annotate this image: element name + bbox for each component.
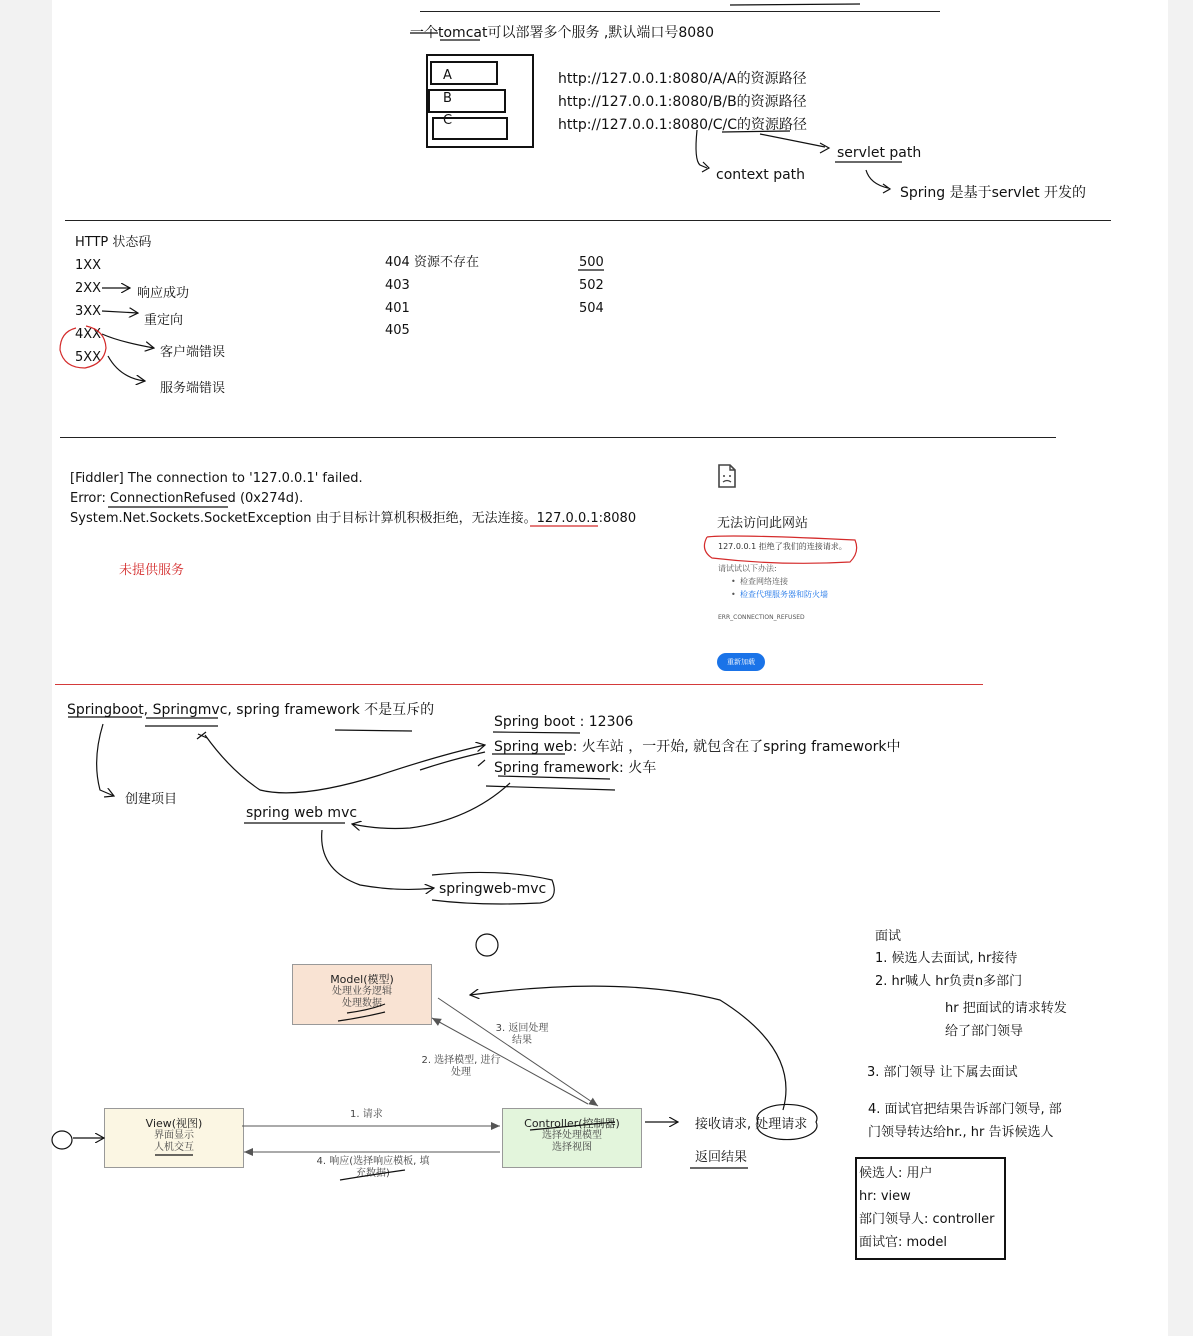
url-b: http://127.0.0.1:8080/B/B的资源路径: [558, 94, 807, 110]
app-label-c: C: [443, 113, 453, 128]
mapping-user: 候选人: 用户: [859, 1166, 933, 1181]
interview-item-2b: 给了部门领导: [945, 1024, 1024, 1039]
browser-bullet-1: •: [731, 577, 736, 586]
interview-item-3: 3. 部门领导 让下属去面试: [867, 1065, 1018, 1080]
mapping-controller: 部门领导人: controller: [859, 1212, 995, 1227]
reload-button[interactable]: 重新加载: [717, 653, 765, 671]
view-line-2: 人机交互: [154, 1142, 194, 1153]
create-project-label: 创建项目: [125, 792, 178, 807]
spring-web-label: Spring web: 火车站 ，一开始, 就包含在了spring framework中: [494, 739, 901, 755]
step-1-label: 1. 请求: [350, 1109, 383, 1120]
controller-line-1: 选择处理模型: [542, 1130, 602, 1141]
meaning-2xx: 响应成功: [137, 286, 190, 301]
servlet-path-label: servlet path: [837, 145, 922, 161]
code-405: 405: [385, 323, 410, 338]
interview-item-4b: 门领导转达给hr., hr 告诉候选人: [868, 1125, 1054, 1140]
status-4xx: 4XX: [75, 327, 102, 342]
springweb-mvc-label: springweb-mvc: [439, 881, 547, 897]
browser-error-code: ERR_CONNECTION_REFUSED: [718, 614, 805, 621]
step-2-label: 2. 选择模型, 进行处理: [421, 1055, 501, 1078]
spring-framework-label: Spring framework: 火车: [494, 760, 657, 776]
code-403: 403: [385, 278, 410, 293]
return-result-label: 返回结果: [695, 1150, 748, 1165]
step-4-label: 4. 响应(选择响应模板, 填充数据): [316, 1156, 430, 1179]
interview-item-2a: hr 把面试的请求转发: [945, 1001, 1067, 1016]
model-title: Model(模型): [330, 973, 394, 986]
controller-line-2: 选择视图: [552, 1142, 592, 1153]
status-5xx: 5XX: [75, 350, 102, 365]
meaning-4xx: 客户端错误: [160, 345, 226, 360]
spring-heading: Springboot, Springmvc, spring framework 不是互斥的: [67, 702, 435, 718]
url-a: http://127.0.0.1:8080/A/A的资源路径: [558, 71, 807, 87]
interview-item-4a: 4. 面试官把结果告诉部门领导, 部: [868, 1102, 1062, 1117]
receive-request-label: 接收请求, 处理请求: [695, 1117, 808, 1132]
http-status-title: HTTP 状态码: [75, 235, 152, 250]
context-path-label: context path: [716, 167, 806, 183]
fiddler-line-2: Error: ConnectionRefused (0x274d).: [70, 491, 304, 506]
status-3xx: 3XX: [75, 304, 102, 319]
app-label-a: A: [443, 68, 452, 83]
interview-title: 面试: [875, 929, 902, 944]
interview-item-1: 1. 候选人去面试, hr接待: [875, 951, 1018, 966]
no-service-note: 未提供服务: [119, 563, 185, 578]
mapping-model: 面试官: model: [859, 1235, 947, 1250]
tomcat-heading: 一个tomcat可以部署多个服务 ,默认端口号8080: [410, 25, 714, 41]
mapping-view: hr: view: [859, 1189, 911, 1204]
browser-error-title: 无法访问此网站: [717, 516, 809, 531]
fiddler-line-3: System.Net.Sockets.SocketException 由于目标计算机积极拒绝，无法连接。127.0.0.1:8080: [70, 511, 637, 526]
url-c: http://127.0.0.1:8080/C/C的资源路径: [558, 117, 808, 133]
spring-web-mvc-label: spring web mvc: [246, 805, 358, 821]
code-504: 504: [579, 301, 604, 316]
model-line-1: 处理业务逻辑: [332, 986, 392, 997]
spring-servlet-note: Spring 是基于servlet 开发的: [900, 185, 1087, 201]
view-line-1: 界面显示: [154, 1130, 194, 1141]
spring-boot-label: Spring boot : 12306: [494, 714, 634, 730]
app-label-b: B: [443, 91, 452, 106]
interview-item-2: 2. hr喊人 hr负责n多部门: [875, 974, 1023, 989]
controller-title: Controller(控制器): [524, 1117, 620, 1130]
step-3-label: 3. 返回处理结果: [495, 1023, 549, 1046]
view-title: View(视图): [145, 1117, 203, 1130]
code-404: 404 资源不存在: [385, 255, 479, 270]
code-500: 500: [579, 255, 604, 270]
code-502: 502: [579, 278, 604, 293]
model-line-2: 处理数据: [342, 998, 382, 1009]
fiddler-line-1: [Fiddler] The connection to '127.0.0.1' failed.: [70, 471, 363, 486]
browser-tip-1: 检查网络连接: [740, 577, 788, 586]
browser-try-label: 请试试以下办法:: [718, 564, 777, 573]
browser-error-detail: 127.0.0.1 拒绝了我们的连接请求。: [718, 542, 847, 551]
code-401: 401: [385, 301, 410, 316]
status-1xx: 1XX: [75, 258, 102, 273]
browser-tip-2[interactable]: 检查代理服务器和防火墙: [740, 590, 828, 599]
meaning-5xx: 服务端错误: [160, 381, 226, 396]
meaning-3xx: 重定向: [144, 313, 184, 328]
browser-bullet-2: •: [731, 590, 736, 599]
status-2xx: 2XX: [75, 281, 102, 296]
